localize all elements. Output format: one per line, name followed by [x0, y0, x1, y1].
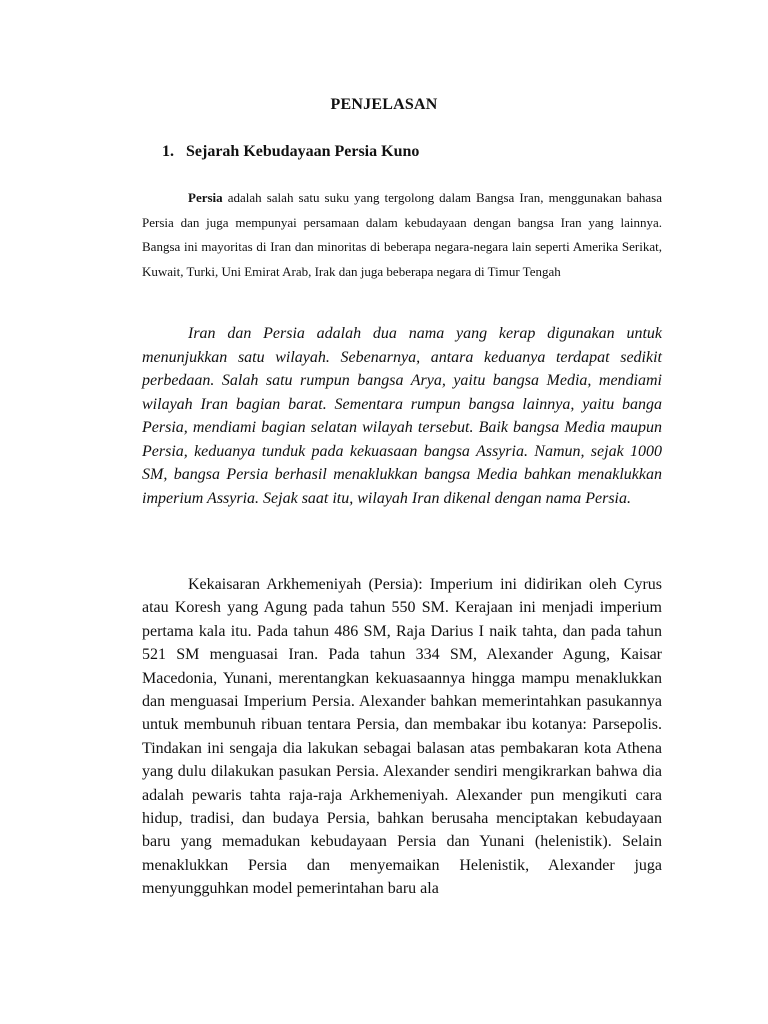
paragraph-body: adalah salah satu suku yang tergolong dalam Bangsa Iran, menggunakan bahasa Persia dan juga mempunyai persamaan dalam kebudayaan dengan bangsa Iran yang lainnya. Bangsa ini mayoritas di Iran dan minoritas di beberapa negara-negara lain seperti Amerika Serikat, Kuwait, Turki, Uni Emirat Arab, Irak dan juga beberapa negara di Timur Tengah [142, 190, 662, 279]
paragraph-iran-persia: Iran dan Persia adalah dua nama yang kerap digunakan untuk menunjukkan satu wilayah. Sebenarnya, antara keduanya terdapat sedikit perbedaan. Salah satu rumpun bangsa Arya, yaitu bangsa Media, mendiami wilayah Iran bagian barat. Sementara rumpun bangsa lainnya, yaitu banga Persia, mendiami bagian selatan wilayah tersebut. Baik bangsa Media maupun Persia, keduanya tunduk pada kekuasaan bangsa Assyria. Namun, sejak 1000 SM, bangsa Persia berhasil menaklukkan bangsa Media bahkan menaklukkan imperium Assyria. Sejak saat itu, wilayah Iran dikenal dengan nama Persia. [142, 325, 662, 507]
paragraph-lead-term: Persia [188, 190, 223, 205]
section-heading [162, 143, 419, 161]
page-title: PENJELASAN [330, 96, 438, 113]
section-title: Sejarah Kebudayaan Persia Kuno [186, 143, 420, 160]
section-number: 1. [162, 143, 174, 160]
paragraph-arkhemeniyah: Kekaisaran Arkhemeniyah (Persia): Imperium ini didirikan oleh Cyrus atau Koresh yang Agung pada tahun 550 SM. Kerajaan ini menjadi imperium pertama kala itu. Pada tahun 486 SM, Raja Darius I naik tahta, dan pada tahun 521 SM menguasai Iran. Pada tahun 334 SM, Alexander Agung, Kaisar Macedonia, Yunani, merentangkan kekuasaannya hingga mampu menaklukkan dan menguasai Imperium Persia. Alexander bahkan memerintahkan pasukannya untuk membunuh ribuan tentara Persia, dan membakar ibu kotanya: Parsepolis. Tindakan ini sengaja dia lakukan sebagai balasan atas pembakaran kota Athena yang dulu dilakukan pasukan Persia. Alexander sendiri mengikrarkan bahwa dia adalah pewaris tahta raja-raja Arkhemeniyah. Alexander pun mengikuti cara hidup, tradisi, dan budaya Persia, bahkan berusaha menciptakan kebudayaan baru yang memadukan kebudayaan Persia dan Yunani (helenistik). Selain menaklukkan Persia dan menyemaikan Helenistik, Alexander juga menyungguhkan model pemerintahan baru ala [142, 576, 662, 898]
paragraph-persia-intro [142, 186, 662, 284]
